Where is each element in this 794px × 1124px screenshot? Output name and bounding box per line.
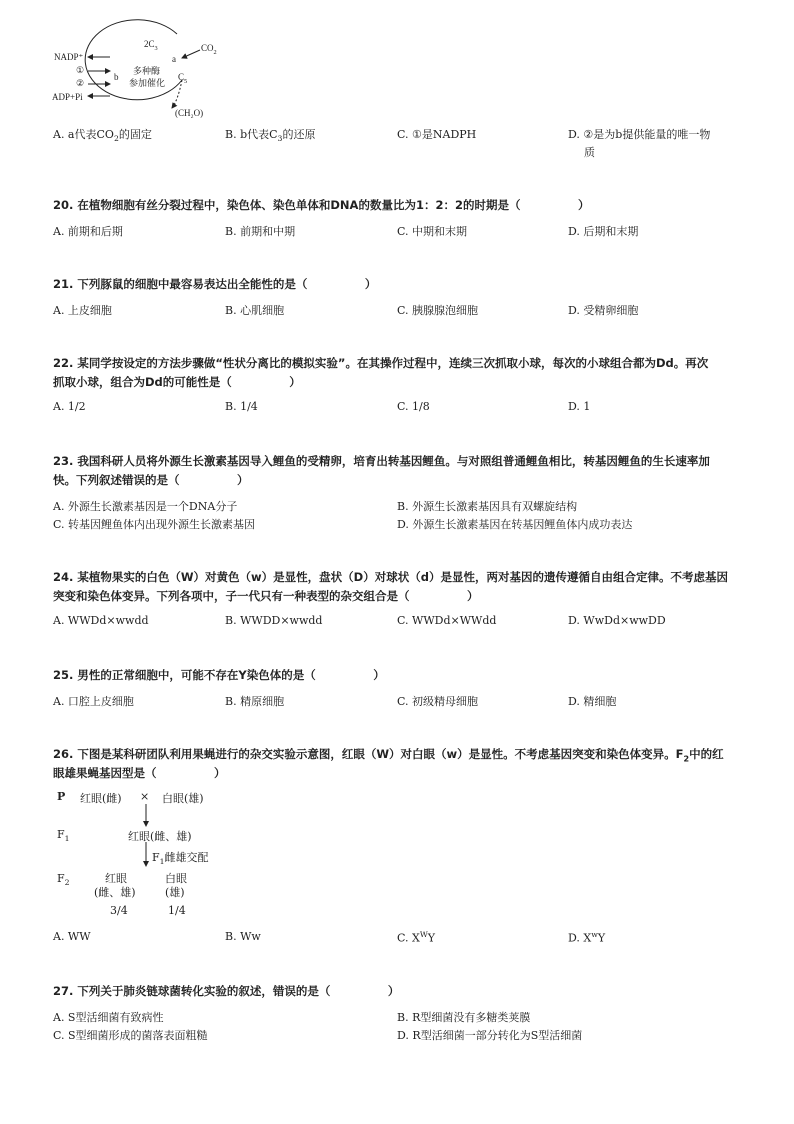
q26-option-a[interactable]: A. WW [53,930,91,943]
q23-option-d[interactable]: D. 外源生长激素基因在转基因鲤鱼体内成功表达 [397,518,633,531]
arrow-p-f1 [140,804,152,828]
q19-option-c[interactable]: C. ①是NADPH [397,128,477,141]
q25-option-a[interactable]: A. 口腔上皮细胞 [53,695,134,708]
label-a: a [172,54,176,64]
p-female: 红眼(雌) [80,792,122,805]
q22-option-a[interactable]: A. 1/2 [53,400,86,413]
q24-stem-line2: 突变和染色体变异。下列各项中，子一代只有一种表型的杂交组合是（ ） [53,589,479,603]
q24-option-c[interactable]: C. WWDd×WWdd [397,614,497,627]
nadp-label: NADP⁺ [54,52,84,62]
q19-option-d[interactable]: D. ②是为b提供能量的唯一物 质 [568,128,711,159]
q26-stem-line1: 26. 下图是某科研团队利用果蝇进行的杂交实验示意图，红眼（W）对白眼（w）是显性。不考虑基因突变和染色体变异。$F_2$中的红 [53,747,724,764]
q27-option-d[interactable]: D. R型活细菌一部分转化为S型活细菌 [397,1029,583,1042]
ratio-red: 3/4 [110,904,128,917]
circle-2-label: ② [76,78,85,88]
q27-option-b[interactable]: B. R型细菌没有多糖类荚膜 [397,1011,531,1024]
q23-stem-line2: 快。下列叙述错误的是（ ） [53,473,249,487]
q22-option-c[interactable]: C. 1/8 [397,400,430,413]
f2-white-line2: (雄) [165,886,185,899]
q27-option-c[interactable]: C. S型细菌形成的菌落表面粗糙 [53,1029,208,1042]
f1-mating: $F_1$雌雄交配 [152,851,209,867]
ratio-white: 1/4 [168,904,186,917]
q21-option-c[interactable]: C. 胰腺腺泡细胞 [397,304,479,317]
q20-option-b[interactable]: B. 前期和中期 [225,225,296,238]
f2-label: $F_2$ [57,872,70,888]
q24-stem-line1: 24. 某植物果实的白色（W）对黄色（w）是显性，盘状（D）对球状（d）是显性，两对基因的遗传遵循自由组合定律。不考虑基因 [53,570,728,584]
cross-symbol: × [140,790,150,803]
label-co2: $CO_2$ [201,43,217,56]
q26-option-d[interactable]: D. $X^wY$ [568,930,606,945]
f2-white-line1: 白眼 [165,872,187,885]
q26-option-c[interactable]: C. $X^WY$ [397,930,436,945]
q24-option-b[interactable]: B. WWDD×wwdd [225,614,323,627]
label-c5: $C_5$ [178,72,188,85]
p-male: 白眼(雄) [162,792,204,805]
f2-red-line1: 红眼 [105,872,127,885]
adp-label: ADP+Pi [52,92,83,102]
ch2o-label: (CH₂O) [175,108,204,118]
q20-stem: 20. 在植物细胞有丝分裂过程中，染色体、染色单体和DNA的数量比为1：2：2的时期是（ ） [53,198,590,212]
q20-option-c[interactable]: C. 中期和末期 [397,225,468,238]
q22-stem-line1: 22. 某同学按设定的方法步骤做“性状分离比的模拟实验”。在其操作过程中，连续三次抓取小球，每次的小球组合都为Dd。再次 [53,356,709,370]
q27-option-a[interactable]: A. S型活细菌有致病性 [53,1011,164,1024]
q21-stem: 21. 下列豚鼠的细胞中最容易表达出全能性的是（ ） [53,277,377,291]
q20-option-a[interactable]: A. 前期和后期 [53,225,123,238]
circle-1-label: ① [76,65,85,75]
q23-stem-line1: 23. 我国科研人员将外源生长激素基因导入鲤鱼的受精卵，培育出转基因鲤鱼。与对照组普通鲤鱼相比，转基因鲤鱼的生长速率加 [53,454,710,468]
q21-option-a[interactable]: A. 上皮细胞 [53,304,112,317]
q20-option-d[interactable]: D. 后期和末期 [568,225,639,238]
q27-stem: 27. 下列关于肺炎链球菌转化实验的叙述，错误的是（ ） [53,984,400,998]
q19-option-b[interactable]: B. b代表$C_3$的还原 [225,128,316,144]
q21-option-d[interactable]: D. 受精卵细胞 [568,304,639,317]
q25-option-c[interactable]: C. 初级精母细胞 [397,695,479,708]
q26-stem-line2: 眼雄果蝇基因型是（ ） [53,766,226,780]
f1-label: $F_1$ [57,828,70,844]
q22-stem-line2: 抓取小球，组合为Dd的可能性是（ ） [53,375,301,389]
arrow-f1-f2 [140,842,152,868]
q22-option-b[interactable]: B. 1/4 [225,400,258,413]
co2-arrow [182,50,200,58]
center-line1: 多种酶 [133,66,161,76]
q24-option-a[interactable]: A. WWDd×wwdd [53,614,149,627]
q22-option-d[interactable]: D. 1 [568,400,591,413]
q19-option-a[interactable]: A. a代表$CO_2$的固定 [53,128,152,144]
center-line2: 参加催化 [129,78,166,88]
q25-option-b[interactable]: B. 精原细胞 [225,695,285,708]
p-label: P [57,790,66,803]
q25-stem: 25. 男性的正常细胞中，可能不存在Y染色体的是（ ） [53,668,385,682]
label-2c3: $2C_3$ [144,39,158,52]
q25-option-d[interactable]: D. 精细胞 [568,695,617,708]
f1-result: 红眼(雌、雄) [128,830,192,843]
calvin-cycle-svg [0,0,260,125]
q21-option-b[interactable]: B. 心肌细胞 [225,304,285,317]
q23-option-c[interactable]: C. 转基因鲤鱼体内出现外源生长激素基因 [53,518,256,531]
q23-option-b[interactable]: B. 外源生长激素基因具有双螺旋结构 [397,500,578,513]
label-b: b [114,72,119,82]
q23-option-a[interactable]: A. 外源生长激素基因是一个DNA分子 [53,500,238,513]
q26-option-b[interactable]: B. Ww [225,930,261,943]
f2-red-line2: (雌、雄) [94,886,136,899]
q24-option-d[interactable]: D. WwDd×wwDD [568,614,666,627]
